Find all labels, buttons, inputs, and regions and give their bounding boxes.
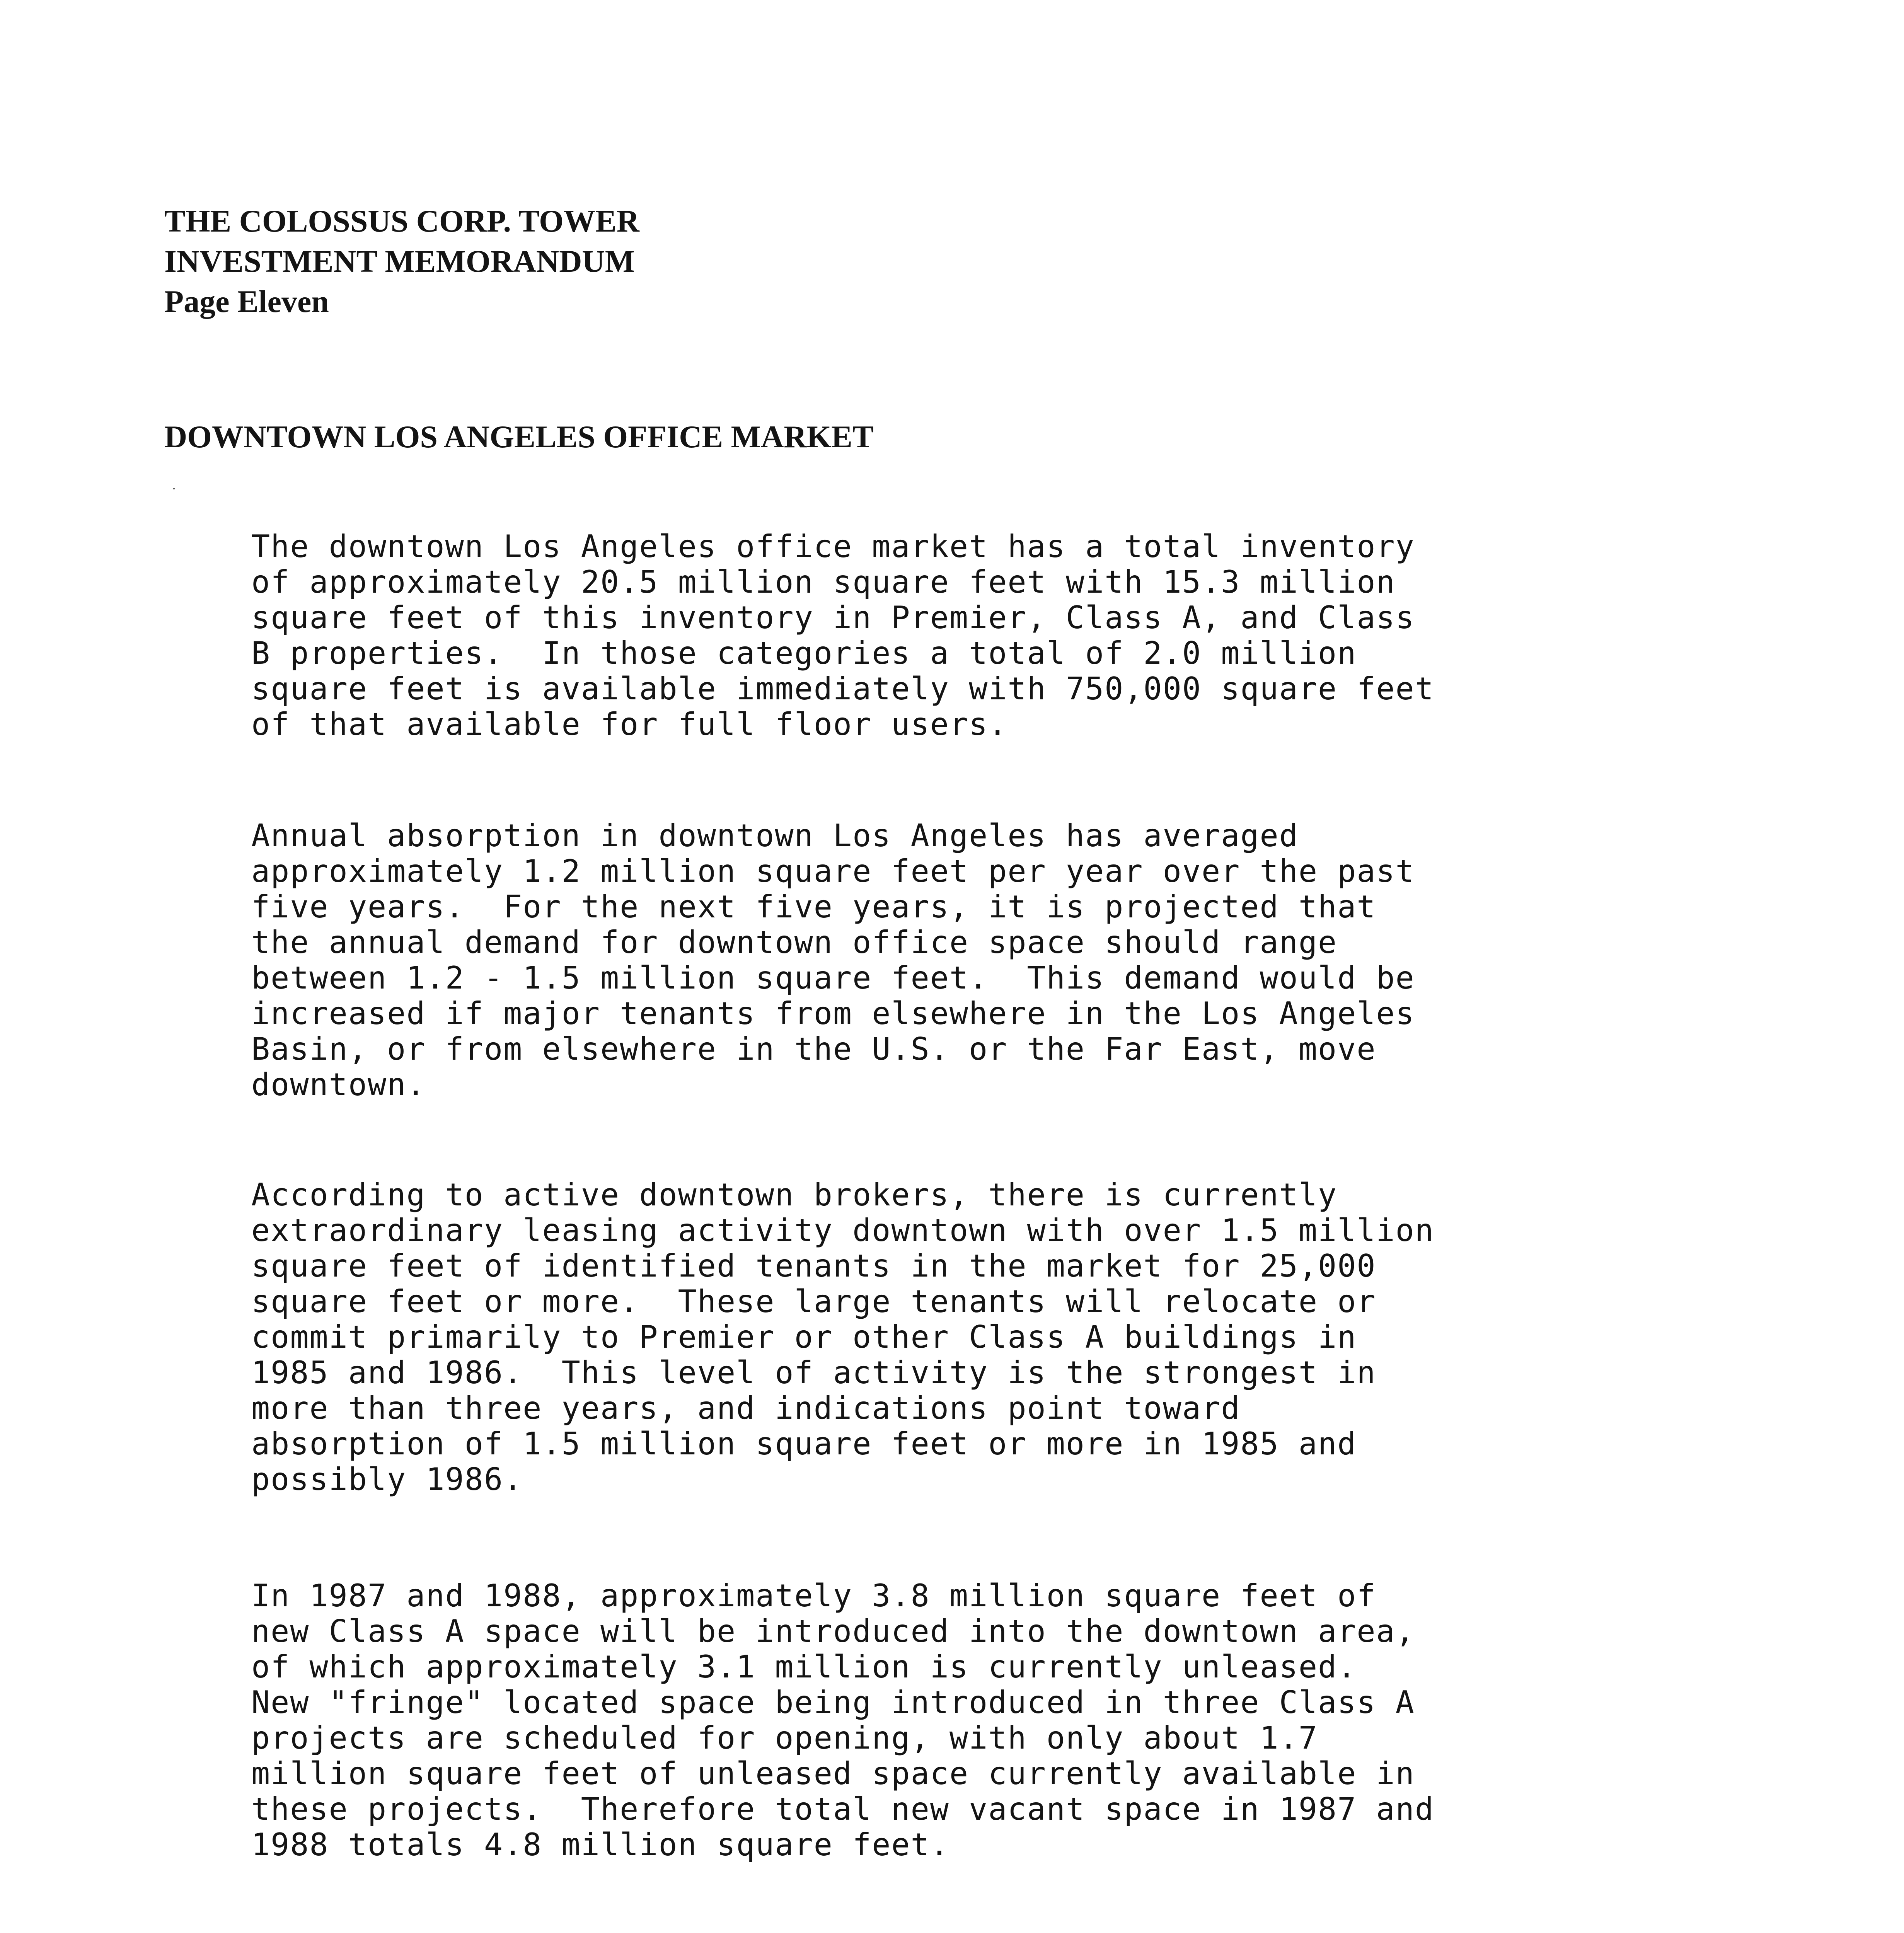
paragraph-line: Basin, or from elsewhere in the U.S. or the Far East, move: [251, 1031, 1376, 1067]
paragraph-line: five years. For the next five years, it is projected that: [251, 889, 1376, 925]
paragraph-line: of which approximately 3.1 million is currently unleased.: [251, 1649, 1357, 1685]
header-document-type-line: INVESTMENT MEMORANDUM: [164, 244, 635, 279]
paragraph-line: New "fringe" located space being introduced in three Class A: [251, 1684, 1415, 1720]
paragraph-line: 1985 and 1986. This level of activity is the strongest in: [251, 1355, 1376, 1391]
paragraph-line: 1988 totals 4.8 million square feet.: [251, 1827, 949, 1863]
paragraph-line: Annual absorption in downtown Los Angeles has averaged: [251, 818, 1299, 854]
paragraph-line: downtown.: [251, 1067, 426, 1103]
paragraph-inventory: [251, 529, 1682, 742]
paragraph-line: square feet or more. These large tenants will relocate or: [251, 1284, 1376, 1319]
paragraph-line: the annual demand for downtown office space should range: [251, 924, 1338, 960]
paragraph-line: projects are scheduled for opening, with only about 1.7: [251, 1720, 1318, 1756]
paragraph-line: of approximately 20.5 million square feet with 15.3 million: [251, 564, 1396, 600]
paragraph-line: square feet of identified tenants in the market for 25,000: [251, 1248, 1376, 1284]
paragraph-line: square feet of this inventory in Premier, Class A, and Class: [251, 600, 1415, 636]
scan-speck: [173, 488, 175, 489]
paragraph-line: According to active downtown brokers, there is currently: [251, 1177, 1338, 1213]
paragraph-line: million square feet of unleased space currently available in: [251, 1756, 1415, 1792]
paragraph-line: new Class A space will be introduced into the downtown area,: [251, 1613, 1415, 1649]
paragraph-line: extraordinary leasing activity downtown with over 1.5 million: [251, 1212, 1435, 1248]
paragraph-leasing-activity: [251, 1177, 1682, 1497]
header-company-line: THE COLOSSUS CORP. TOWER: [164, 203, 639, 239]
paragraph-line: more than three years, and indications point toward: [251, 1390, 1241, 1426]
header-page-number-line: Page Eleven: [164, 284, 329, 319]
paragraph-line: of that available for full floor users.: [251, 706, 1008, 742]
paragraph-line: The downtown Los Angeles office market has a total inventory: [251, 528, 1415, 564]
paragraph-line: these projects. Therefore total new vacant space in 1987 and: [251, 1791, 1435, 1827]
paragraph-line: possibly 1986.: [251, 1461, 523, 1497]
paragraph-line: increased if major tenants from elsewhere in the Los Angeles: [251, 995, 1415, 1031]
paragraph-new-supply: [251, 1578, 1682, 1863]
memo-header: [164, 201, 639, 322]
paragraph-line: approximately 1.2 million square feet per year over the past: [251, 853, 1415, 889]
section-title: DOWNTOWN LOS ANGELES OFFICE MARKET: [164, 419, 874, 454]
paragraph-absorption: [251, 818, 1682, 1103]
paragraph-line: In 1987 and 1988, approximately 3.8 million square feet of: [251, 1578, 1376, 1614]
paragraph-line: B properties. In those categories a total of 2.0 million: [251, 635, 1357, 671]
paragraph-line: absorption of 1.5 million square feet or more in 1985 and: [251, 1426, 1357, 1462]
paragraph-line: between 1.2 - 1.5 million square feet. This demand would be: [251, 960, 1415, 996]
paragraph-line: commit primarily to Premier or other Class A buildings in: [251, 1319, 1357, 1355]
paragraph-line: square feet is available immediately with 750,000 square feet: [251, 671, 1435, 707]
